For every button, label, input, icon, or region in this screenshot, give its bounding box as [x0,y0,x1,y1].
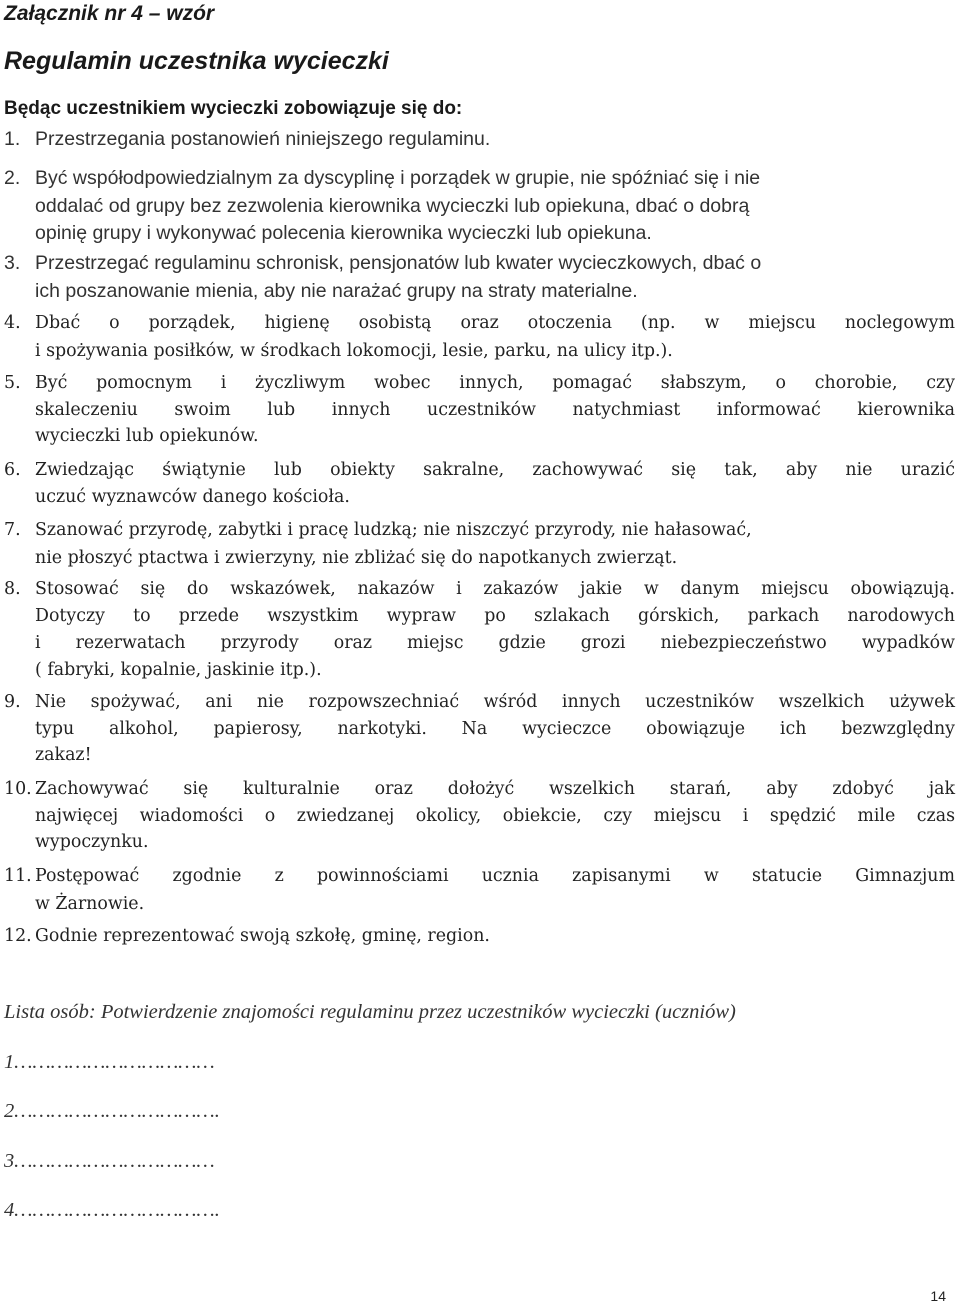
rule-text-line: Dbać o porządek, higienę osobistą oraz otoczenia (np. w miejscu noclegowym [35,313,955,333]
rule-number: 6. [4,460,21,480]
intro-line: Będąc uczestnikiem wycieczki zobowiązuje się do: [4,98,463,119]
rule-text-line: Zwiedzając świątynie lub obiekty sakralne, zachowywać się tak, aby nie urazić [35,460,955,480]
rule-text-line: wypoczynku. [35,832,149,852]
rule-text-line: uczuć wyznawców danego kościoła. [35,487,350,507]
rule-text-line: typu alkohol, papierosy, narkotyki. Na wycieczce obowiązuje ich bezwzględny [35,718,955,739]
rule-text-line: Przestrzegać regulaminu schronisk, pensjonatów lub kwater wycieczkowych, dbać o [35,252,762,274]
rule-text-line: skaleczeniu swoim lub innych uczestników natychmiast informować kierownika [35,399,955,420]
rule-text-line: Być współodpowiedzialnym za dyscyplinę i porządek w grupie, nie spóźniać się i nie [35,167,761,189]
participant-slot: 4……………………………. [4,1199,220,1221]
rule-number: 11. [4,866,32,886]
rule-text-line: Zachowywać się kulturalnie oraz dołożyć wszelkich starań, aby zdobyć jak [35,779,955,799]
rule-number: 1. [4,128,21,150]
rule-text-line: Postępować zgodnie z powinnościami ucznia zapisanymi w statucie Gimnazjum [35,866,955,886]
rule-text-line: Szanować przyrodę, zabytki i pracę ludzką; nie niszczyć przyrody, nie hałasować, [35,520,752,540]
page-number: 14 [930,1288,946,1304]
rule-text-line: wycieczki lub opiekunów. [35,426,259,446]
participants-caption: Lista osób: Potwierdzenie znajomości regulaminu przez uczestników wycieczki (uczniów) [4,1001,736,1023]
rule-number: 7. [4,520,21,540]
rule-number: 12. [4,926,32,946]
rule-text-line: oddalać od grupy bez zezwolenia kierownika wycieczki lub opiekuna, dbać o dobrą [35,194,750,217]
rule-text-line: i spożywania posiłków, w środkach lokomocji, lesie, parku, na ulicy itp.). [35,340,673,361]
rule-number: 4. [4,313,21,333]
document-title: Regulamin uczestnika wycieczki [4,47,389,75]
rule-text-line: Stosować się do wskazówek, nakazów i zakazów jakie w danym miejscu obowiązują. [35,579,955,599]
participant-slot: 3…………………………… [4,1150,215,1172]
rule-number: 2. [4,167,21,189]
rule-text-line: Być pomocnym i życzliwym wobec innych, pomagać słabszym, o chorobie, czy [35,373,955,393]
rule-number: 5. [4,373,21,393]
rule-text-line: Dotyczy to przede wszystkim wypraw po szlakach górskich, parkach narodowych [35,606,955,626]
annex-label: Załącznik nr 4 – wzór [4,2,215,25]
participant-slot: 1…………………………… [4,1051,215,1073]
rule-number: 9. [4,692,21,712]
rule-text-line: ich poszanowanie mienia, aby nie narażać grupy na straty materialne. [35,279,638,302]
rule-text-line: ( fabryki, kopalnie, jaskinie itp.). [35,660,322,680]
rule-text-line: opinię grupy i wykonywać polecenia kierownika wycieczki lub opiekuna. [35,222,652,244]
rule-text-line: najwięcej wiadomości o zwiedzanej okolicy, obiekcie, czy miejscu i spędzić mile czas [35,805,955,826]
participant-slot: 2……………………………. [4,1100,220,1122]
rule-number: 8. [4,579,21,599]
rule-text-line: Nie spożywać, ani nie rozpowszechniać wśród innych uczestników wszelkich używek [35,692,955,712]
rule-text-line: Przestrzegania postanowień niniejszego regulaminu. [35,128,491,150]
rule-text-line: nie płoszyć ptactwa i zwierzyny, nie zbliżać się do napotkanych zwierząt. [35,547,678,568]
rule-text-line: Godnie reprezentować swoją szkołę, gminę, region. [35,926,490,946]
rule-number: 10. [4,779,32,799]
rule-text-line: zakaz! [35,745,92,765]
rule-text-line: w Żarnowie. [35,893,145,914]
rule-number: 3. [4,252,21,274]
rule-text-line: i rezerwatach przyrody oraz miejsc gdzie grozi niebezpieczeństwo wypadków [35,633,955,653]
